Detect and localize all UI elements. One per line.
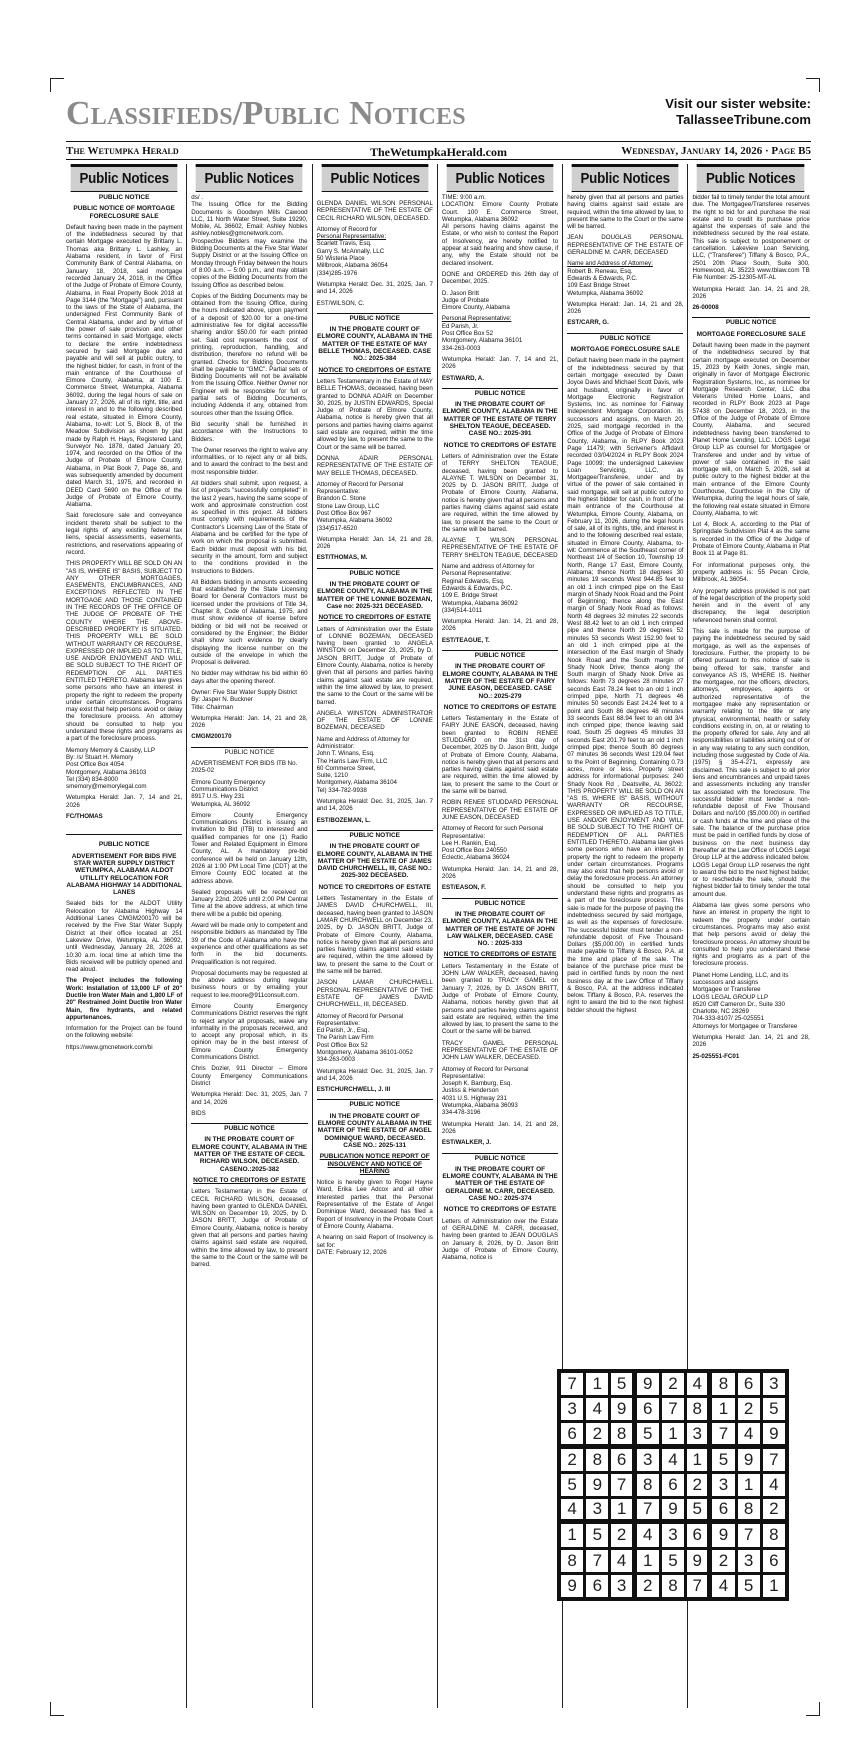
column-header: Public Notices: [71, 164, 178, 192]
sudoku-cell: 6: [610, 1448, 634, 1472]
sudoku-cell: 1: [661, 1422, 685, 1446]
column-header: Public Notices: [572, 164, 679, 192]
sudoku-cell: 5: [661, 1549, 685, 1573]
sudoku-cell: 1: [560, 1523, 584, 1547]
sudoku-cell: 5: [737, 1574, 761, 1598]
sudoku-cell: 4: [661, 1448, 685, 1472]
sudoku-cell: 3: [585, 1498, 609, 1522]
sudoku-cell: 1: [711, 1397, 735, 1421]
notice-code: CMGM200170: [191, 733, 232, 741]
notice-body: THIS PROPERTY WILL BE SOLD ON AN "AS IS, WHERE IS" BASIS, SUBJECT TO ANY OTHER MORTGAGES, EASEMENTS, ENCUMBRANCES, AND EXCEPTIONS REFLECTED IN THE MORTGAGE AND THOSE CONTAINED IN THE RECORDS OF THE OFFICE OF THE JUDGE OF PROBATE OF THE COUNTY WHERE THE ABOVE-DESCRIBED PROPERTY IS SITUATED. THIS PROPERTY WILL BE SOLD WITHOUT WARRANTY OR RECOURSE, EXPRESSED OR IMPLIED AS TO TITLE, USE AND/OR ENJOYMENT AND WILL BE SOLD SUBJECT TO THE RIGHT OF REDEMPTION OF ALL PARTIES ENTITLED THERETO. Alabama law gives some persons who have an interest in property the right to redeem the property under certain circumstances. Programs may exist that help persons avoid or delay the foreclosure process. An attorney should be consulted to help you understand these rights and programs as a part of the foreclosure process.: [66, 560, 183, 743]
sudoku-cell: 6: [737, 1372, 761, 1396]
sudoku-cell: 2: [686, 1473, 710, 1497]
sudoku-cell: 1: [737, 1473, 761, 1497]
sudoku-cell: 5: [711, 1448, 735, 1472]
owner-block: Owner: Five Star Water Supply District By: Jasper N. Buckner Title: Chairman: [191, 689, 297, 711]
notice-mortgage-foreclosure-thomas: [66, 194, 182, 820]
sudoku-cell: 7: [585, 1549, 609, 1573]
sudoku-cell: 5: [686, 1498, 710, 1522]
notice-estate-thomas: PUBLIC NOTICE IN THE PROBATE COURT OF ELMORE COUNTY, ALABAMA IN THE MATTER OF THE ESTATE OF MAY BELLE THOMAS, DECEASED. CASE NO.: 2025-384 NOTICE TO CREDITORS OF ESTATE Letters Testamentary in the Estate of MAY BELLE THOMAS, deceased, having been granted to DONNA ADAIR on December 30, 2025, by JUSTIN EDWARDS, Special Judge of Probate of Elmore County, Alabama, notice is hereby given that all persons and parties having claims against said estate are required, within the time allowed by law, to present the same to the Court or the same will be barred. DONNA ADAIR PERSONAL REPRESENTATIVE OF THE ESTATE OF MAY BELLE THOMAS, DECEASED. Attorney of Record for Personal Representative: Brandon C. Stone Stone Law Group, LLC Post Office Box 967 Wetumpka, Alabama 36092 (334)517-6520 Wetumpka Herald: Jan. 14, 21 and 28, 2026 EST/THOMAS, M.: [316, 314, 433, 562]
sudoku-cell: 7: [560, 1372, 584, 1396]
sudoku-cell: 6: [661, 1473, 685, 1497]
notice-title: ADVERTISEMENT FOR BIDS FIVE STAR WATER SUPPLY DISTRICT WETUMPKA, ALABAMA ALDOT UTILLITY RELOCATION FOR ALABAMA HIGHWAY 14 ADDITIONAL LANES: [66, 852, 182, 897]
column-3: [313, 164, 438, 1708]
sudoku-cell: 9: [560, 1574, 584, 1598]
sudoku-cell: 9: [737, 1448, 761, 1472]
sudoku-cell: 6: [560, 1422, 584, 1446]
section-title: Classifieds/Public Notices: [66, 95, 466, 132]
sister-website-label: Visit our sister website:: [665, 96, 811, 111]
email-link[interactable]: smemory@memorylegal.com: [66, 783, 147, 791]
sudoku-solution-grid: [557, 1369, 789, 1601]
notice-body: Sealed bids for the ALDOT Utility Relocation for Alabama Highway 14 Additional Lanes CMGM200170 will be received by the Five Star Water Supply District at their office located at 251 Lakeview Drive, Wetumpka, AL 36092, until Wednesday, January 28, 2026 at 10:30 a.m. local time at which time the Bids received will be publicly opened and read aloud.: [66, 900, 183, 974]
sudoku-cell: 3: [636, 1448, 660, 1472]
notice-body: The Project includes the following Work: Installation of 13,000 LF of 20" Ductile Iron Water Main and 1,800 LF of 20" Restrained Joint Ductile Iron Water Main, fire hydrants, and related appurtenances.: [66, 977, 183, 1021]
notice-insolvency-ward: PUBLIC NOTICE IN THE PROBATE COURT OF ELMORE COUNTY ALABAMA IN THE MATTER OF THE ESTATE OF ANGEL DOMINIQUE WARD, DECEASED. CASE NO.: 2025-131 PUBLICATION NOTICE REPORT OF INSOLVENCY AND NOTICE OF HEARING Notice is hereby given to Roger Hayne Ward, Erika Lee Adcox and all other interested parties that the Personal Representative of the Estate of Angel Dominique Ward, deceased has filed a Report of Insolvency in the Probate Court of Elmore County, Alabama. A hearing on said Report of Insolvency is set for: DATE: February 12, 2026: [316, 1101, 433, 1256]
column-header: Public Notices: [697, 164, 805, 192]
notice-mortgage-foreclosure-jones: PUBLIC NOTICE MORTGAGE FORECLOSURE SALE Default having been made in the payment of the indebtedness secured by that certain mortgage executed on December 15, 2023 by Keith Jones, single man, originally in favor of Mortgage Electronic Registration Systems, Inc., as nominee for Mortgage Research Center, LLC dba Veterans United Home Loans, and recorded in RLPY Book 2023 at Page 57438 on December 18, 2023, in the Office of the Judge of Probate of Elmore County, Alabama, and secured indebtedness having been transferred to Planet Home Lending, LLC. LOGS Legal Group LLP as counsel for Mortgagee or Transferee and under and by virtue of power of sale contained in the said mortgage will, on March 5, 2026, sell at public outcry to the highest bidder at the main entrance of the Elmore County Courthouse, Courthouse in the City of Wetumpka, during the legal hours of sale, the following real estate situated in Elmore County, Alabama, to wit: Lot 4, Block A, according to the Plat of Springdale Subdivision Plat 4 as the same is recorded in the Office of the Judge of Probate of Elmore County, Alabama in Plat Book 11 at Page 81. For informational purposes only, the property address is: 55 Pecan Circle, Millbrook, AL 36054. Any property address provided is not part of the legal description of the property sold herein and in the event of any discrepancy, the legal description referenced herein shall control. This sale is made for the purpose of paying the indebtedness secured by said mortgage, as well as the expenses of foreclosure. Further, the property to be offered pursuant to this notice of sale is being offered for sale, transfer and conveyance AS IS, WHERE IS. Neither the mortgagee, nor the officers, directors, attorneys, employees, agents or authorized representative of the mortgagee make any representation or warranty relating to the title or any physical, environmental, health or safety conditions existing in, on, at or relating to the property offered for sale. Any and all responsibilities or liabilities arising out of or in any way relating to any such condition, including those suggested by Code of Ala. (1975) § 35-4-271, expressly are disclaimed. This sale is subject to all prior liens and encumbrances and unpaid taxes and assessments including any transfer tax associated with the foreclosure. The successful bidder must tender a non-refundable deposit of Five Thousand Dollars and no/100 ($5,000.00) in certified or cash funds at the time and place of the sale. The balance of the purchase price must be paid in certified funds by close of business on the next business day thereafter at the Law Office of LOGS Legal Group LLP at the address indicated below. LOGS Legal Group LLP reserves the right to award the bid to the next highest bidder, or to reschedule the sale, should the highest bidder fail to timely tender the total amount due. Alabama law gives some persons who have an interest in property the right to redeem the property under certain circumstances. Programs may also exist that help persons avoid or delay the foreclosure process. An attorney should be consulted to help you understand these rights and programs as a part of the foreclosure process. Planet Home Lending, LLC, and its successors and assigns Mortgagee or Transferee LOGS LEGAL GROUP LLP 8520 Cliff Cameron Dr., Suite 330 Charlotte, NC 28269 704-333-8107/ 25-025551 Attorneys for Mortgagee or Transferee Wetumpka Herald: Jan. 14, 21 and 28, 2026 25-025551-FC01: [692, 319, 810, 1060]
notice-subtitle: NOTICE TO CREDITORS OF ESTATE: [193, 1176, 306, 1184]
sudoku-cell: 2: [636, 1574, 660, 1598]
sudoku-cell: 7: [636, 1498, 660, 1522]
sudoku-cell: 1: [762, 1574, 786, 1598]
notice-estate-wilson: PUBLIC NOTICE IN THE PROBATE COURT OF ELMORE COUNTY, ALABAMA IN THE MATTER OF THE ESTATE OF CECIL RICHARD WILSON, DECEASED. CASENO.:2025-382 NOTICE TO CREDITORS OF ESTATE Letters Testamentary in the Estate of CECIL RICHARD WILSON, deceased, having been granted to GLENDA DANIEL WILSON on December 19, 2025, by D. JASON BRITT, Judge of Probate of Elmore County, Alabama, notice is hereby given that all persons and parties having claims against said estate are required, within the time allowed by law, to present the same to the Court or the same will be barred.: [191, 1125, 308, 1269]
sudoku-cell: 8: [585, 1448, 609, 1472]
sudoku-cell: 4: [686, 1372, 710, 1396]
sudoku-cell: 9: [711, 1523, 735, 1547]
sudoku-cell: 3: [610, 1574, 634, 1598]
notice-davis-continued: bidder fail to timely tender the total amount due. The Mortgagee/Transferee reserves the right to bid for and purchase the real estate and to credit its purchase price against the expenses of sale and the indebtedness secured by the real estate. This sale is subject to postponement or cancellation. Lakeview Loan Servicing, LLC, ("Transferee") Tiffany & Bosco, P.A., 2501 20th Place South, Suite 300, Homewood, AL 35223 www.tblaw.com TB File Number: 25-12305-MT-AL Wetumpka Herald: Jan. 14, 21 and 28, 2026 26-00008: [692, 194, 810, 312]
notice-mortgage-foreclosure-davis: PUBLIC NOTICE MORTGAGE FORECLOSURE SALE Default having been made in the payment of the indebtedness secured by that certain mortgage executed by Dawn Joyce Davis and Michael Scott Davis, wife and husband, originally in favor of Mortgage Electronic Registration Systems, Inc. as nominee for Fairway Independent Mortgage Corporation. its successors and assigns, on March 20, 2025, said mortgage recorded in the Office of the Judge of Probate of Elmore County, Alabama, in RLPY Book 2023 Page 11479; with Scrivener's Affidavit recorded 03/04/2024 in RLPY Book 2024 Page 10099; the undersigned Lakeview Loan Servicing, LLC, as Mortgagee/Transferee, under and by virtue of the power of sale contained in said mortgage, will sell at public outcry to the highest bidder for cash, in front of the main entrance of the Courthouse at Wetumpka, Elmore County, Alabama, on February 11, 2026, during the legal hours of sale, all of its rights, title, and interest in and to the following described real estate, situated in Elmore County, Alabama, to-wit: Commence at the Southeast corner of Northeast 1/4 of Section 10, Township 19 North, Range 17 East, Elmore County, Alabama; thence North 18 degrees 30 minutes 19 seconds West 944.85 feet to an old 1 inch crimped pipe on the East margin of Shady Nook Road and the Point of Beginning; thence along the East margin of Shady Nook Road as follows: North 48 degrees 32 minutes 22 seconds West 88.42 feet to an old 1 inch crimped pipe and thence North 29 degrees 52 minutes 53 seconds West 152.90 feet to an old 1 inch crimped pipe at the intersection of the East margin of Shady Nook Road and the South margin of Shady Nook Drive; thence along the South margin of Shady Nook Drive as follows: North 73 degrees 28 minutes 27 seconds East 78.24 feet to an old 1 inch crimped pipe, North 71 degrees 46 minutes 50 seconds East 24.24 feet to a point and South 86 degrees 48 minutes 33 seconds East 68.94 feet to an old 3/4 inch crimped pipe; thence leaving said road, South 25 degrees 45 minutes 33 seconds East 201.79 feet to an old 1 inch crimped pipe; thence South 80 degrees 07 minutes 36 seconds West 129.04 feet to the Point of Beginning. Containing 0.73 acres, more or less. Property street address for informational purposes: 240 Shady Nook Rd , Deatsville, AL 36022. THIS PROPERTY WILL BE SOLD ON AN "AS IS, WHERE IS" BASIS, WITHOUT WARRANTY OR RECOURSE, EXPRESSED OR IMPLIED AS TO TITLE, USE AND/OR ENJOYMENT AND WILL BE SOLD SUBJECT TO THE RIGHT OF REDEMPTION OF ALL PARTIES ENTITLED THERETO. Alabama law gives some persons who have an interest in property the right to redeem the property under certain circumstances. Programs may also exist that help persons avoid or delay the foreclosure process. An attorney should be consulted to help you understand these rights and programs as a part of the foreclosure process. This sale is made for the purpose of paying the indebtedness secured by said mortgage, as well as the expenses of foreclosure. The successful bidder must tender a non-refundable deposit of Five Thousand Dollars ($5,000.00) in certified funds made payable to Tiffany & Bosco, P.A. at the time and place of the sale. The balance of the purchase price must be paid in certified funds by noon the next business day at the Law Office of Tiffany & Bosco, P.A. at the address indicated below. Tiffany & Bosco, P.A. reserves the right to award the bid to the next highest bidder should the highest: [567, 334, 684, 1014]
column-4: [438, 164, 563, 1708]
sudoku-cell: 3: [711, 1473, 735, 1497]
notice-body: Information for the Project can be found on the following website:: [66, 1025, 183, 1040]
sudoku-cell: 1: [686, 1448, 710, 1472]
sudoku-cell: 2: [610, 1523, 634, 1547]
run-dates: Wetumpka Herald: Jan. 7, 14 and 21, 2026: [66, 794, 183, 809]
sudoku-cell: 9: [686, 1549, 710, 1573]
notice-advertisement-bids-aldot: [66, 841, 182, 1051]
sudoku-cell: 2: [661, 1372, 685, 1396]
sudoku-cell: 1: [610, 1498, 634, 1522]
notice-estate-eason: PUBLIC NOTICE IN THE PROBATE COURT OF ELMORE COUNTY, ALABAMA IN THE MATTER OF THE ESTATE OF FAIRY JUNE EASON, DECEASED. CASE NO.: 2025-279 NOTICE TO CREDITORS OF ESTATE Letters Testamentary in the Estate of FAIRY JUNE EASON, deceased, having been granted to ROBIN RENEE STUDDARD on the 31st day of December, 2025 by D. Jason Britt, Judge of Probate of Elmore County, Alabama, notice is hereby given that all persons and parties having claims against said estate are required, within the time allowed by law, to present the same to the Court or the same will be barred. ROBIN RENEE STUDDARD PERSONAL REPRESENTATIVE OF THE ESTATE OF JUNE EASON, DECEASED Attorney of Record for such Personal Representative: Lee H. Rankin, Esq. Post Office Box 240550 Eclectic, Alabama 36024 Wetumpka Herald: Jan. 14, 21 and 28, 2026 EST/EASON, F.: [441, 652, 559, 892]
notice-carr-continued: hereby given that all persons and parties having claims against said estate are required, within the time allowed by law, to present the same to the Court or the same will be barred. JEAN DOUGLAS PERSONAL REPRESENTATIVE OF THE ESTATE OF GERALDINE M. CARR, DECEASED Name and Address of Attorney: Robert B. Reneau, Esq. Edwards & Edwards, P.C. 109 East Bridge Street Wetumpka, Alabama 36092 Wetumpka Herald: Jan. 14, 21 and 28, 2026 EST/CARR, G.: [567, 194, 684, 327]
sudoku-cell: 4: [610, 1549, 634, 1573]
notice-estate-carr: PUBLIC NOTICE IN THE PROBATE COURT OF ELMORE COUNTY, ALABAMA IN THE MATTER OF THE ESTATE OF GERALDINE M. CARR, DECEASED. CASE NO.: 2025-374 NOTICE TO CREDITORS OF ESTATE Letters of Administration over the Estate of GERALDINE M. CARR, deceased, having been granted to JEAN DOUGLAS on January 8, 2026, by D. Jason Britt Judge of Probate of Elmore County, Alabama, notice is: [441, 1154, 559, 1262]
sudoku-cell: 2: [762, 1498, 786, 1522]
sudoku-cell: 7: [610, 1473, 634, 1497]
sudoku-cell: 2: [560, 1448, 584, 1472]
notice-body: Said foreclosure sale and conveyance incident thereto shall be subject to the legal rights of any existing federal tax liens, special assessments, easements, restrictions, and reservations appearing of record.: [66, 512, 183, 556]
run-dates: Wetumpka Herald: Dec. 31, 2025, Jan. 7 and 14, 2026: [191, 1091, 308, 1106]
column-1: [62, 164, 187, 1708]
notice-label: PUBLIC NOTICE: [98, 194, 150, 201]
sudoku-cell: 2: [585, 1422, 609, 1446]
sudoku-cell: 8: [686, 1397, 710, 1421]
sudoku-cell: 4: [636, 1523, 660, 1547]
notice-title: IN THE PROBATE COURT OF ELMORE COUNTY, ALABAMA IN THE MATTER OF THE ESTATE OF CECIL RICHARD WILSON, DECEASED. CASENO.:2025-382: [191, 1136, 308, 1173]
sudoku-cell: 6: [711, 1498, 735, 1522]
sudoku-cell: 8: [762, 1523, 786, 1547]
sudoku-cell: 7: [762, 1448, 786, 1472]
sudoku-cell: 4: [585, 1397, 609, 1421]
sudoku-cell: 6: [686, 1523, 710, 1547]
sudoku-cell: 6: [762, 1549, 786, 1573]
sudoku-cell: 3: [560, 1397, 584, 1421]
sudoku-cell: 9: [610, 1397, 634, 1421]
sudoku-cell: 6: [585, 1574, 609, 1598]
notice-estate-bozeman: PUBLIC NOTICE IN THE PROBATE COURT OF ELMORE COUNTY, ALABAMA IN THE MATTER OF THE LONNIE BOZEMAN, Case no: 2025-321 DECEASED. NOTICE TO CREDITORS OF ESTATE Letters of Administration over the Estate of LONNIE BOZEMAN, DECEASED having been granted to ANGELA WINSTON on December 23, 2025, by D. JASON BRITT, Judge of Probate of Elmore County, Alabama, notice is hereby given that all persons and parties having claims against said estate are required, within the time allowed by law, to present the same to the Court or the same will be barred. ANGELA WINSTON ADMINISTRATOR OF THE ESTATE OF LONNIE BOZEMAN, DECEASED Name and Address of Attorney for Administrator: John T. Winans, Esq. The Harris Law Firm, LLC 60 Commerce Street, Suite, 1210 Montgomery, Alabama 36104 Tel) 334-782-9938 Wetumpka Herald: Dec. 31, 2025, Jan. 7 and 14, 2026 EST/BOZEMAN, L.: [316, 569, 433, 824]
notice-estate-teague: PUBLIC NOTICE IN THE PROBATE COURT OF ELMORE COUNTY, ALABAMA IN THE MATTER OF THE ESTATE OF TERRY SHELTON TEAGUE, DECEASED. CASE NO.: 2025-391 NOTICE TO CREDITORS OF ESTATE Letters of Administration over the Estate of TERRY SHELTON TEAGUE, deceased, having been granted to ALAYNE T. WILSON on December 31, 2025 by D. JASON BRITT, Judge of Probate of Elmore County, Alabama, notice is hereby given that all persons and parties having claims against said estate are required, within the time allowed by law, to present the same to the Court or the same will be barred. ALAYNE T. WILSON PERSONAL REPRESENTATIVE OF THE ESTATE OF TERRY SHELTON TEAGUE, DECEASED Name and address of Attorney for Personal Representative: Reginal Edwards, Esq. Edwards & Edwards, P.C. 109 E. Bridge Street Wetumpka, Alabama 36092 (334)514-1011 Wetumpka Herald: Jan. 14, 21 and 28, 2026 EST/TEAGUE, T.: [441, 389, 559, 644]
masthead-rule: [66, 141, 811, 142]
sudoku-cell: 2: [737, 1397, 761, 1421]
sudoku-cell: 8: [737, 1498, 761, 1522]
sudoku-cell: 5: [636, 1422, 660, 1446]
sudoku-cell: 5: [762, 1397, 786, 1421]
folio-line: [66, 145, 811, 159]
sudoku-cell: 4: [762, 1473, 786, 1497]
sudoku-cell: 4: [711, 1574, 735, 1598]
notice-code: BIDS: [191, 1109, 206, 1117]
sudoku-cell: 8: [560, 1549, 584, 1573]
sudoku-cell: 5: [610, 1372, 634, 1396]
sudoku-cell: 8: [661, 1574, 685, 1598]
crop-mark-top-right: [806, 78, 820, 92]
notice-itb-2025-02: PUBLIC NOTICE ADVERTISEMENT FOR BIDS ITB No. 2025-02 Elmore County Emergency Communications District 8917 U.S. Hwy 231 Wetumpka, AL 36092 Elmore County Emergency Communications District is issuing an Invitation to Bid (ITB) to interested and qualified companies for one (1) Radio Tower and Related Equipment in Elmore County, AL. A mandatory pre-bid conference will be held on January 12th, 2026 at 1:00 PM Local Time (CDT) at the Elmore County EOC located at the address above. Sealed proposals will be received on January 22nd, 2026 until 2:00 PM Central Time at the above address, at which time there will be a public bid opening. Award will be made only to competent and responsible bidders as mandated by Title 39 of the Code of Alabama who have the experience and other qualifications as set forth in the bid documents. Prequalification is not required. Proposal documents may be requested at the above address during regular business hours or by emailing your request to lee.moore@911consult.com. Elmore County Emergency Communications District reserves the right to reject any/or all proposals, waive any informality in the proposals received, and to accept any proposal which, in its opinion may be in the best interest of Elmore County Emergency Communications District. Chris Dozier, 911 Director – Elmore County Emergency Communications District Wetumpka Herald: Dec. 31, 2025, Jan. 7 and 14, 2026 BIDS: [191, 748, 308, 1117]
column-header: Public Notices: [321, 164, 428, 192]
notice-body: Default having been made in the payment of the indebtedness secured by that certain Mortgage executed by Brittany L. Thomas aka Brittany L. Lashley, an Alabama resident, in favor of First Community Bank of Central Alabama, on January 18, 2018, said mortgage recorded January 24, 2018, in the Office of the Judge of Probate of Elmore County, Alabama, in Real Property Book 2018 at Page 3144 (the "Mortgage") and, pursuant to the laws of the State of Alabama, the undersigned First Community Bank of Central Alabama, under and by virtue of the power of sale provision and other terms contained in said Mortgage, elects to declare the entire indebtedness secured by said Mortgage due and payable and will sell at public outcry, to the highest bidder, for cash, in front of the main entrance of the Courthouse of Elmore County, Alabama, at 100 E. Commerce Street, Wetumpka, Alabama 36092, during the legal hours of sale on January 27, 2026, all of its right, title, and interest in and to the following described real estate, situated in Elmore County, Alabama, to-wit: Lot 5, Block B, of the Meadow Subdivision as shown by plat made by Ralph H. Hays, Registered Land Surveyor No. 1878, dated January 20, 1974, and recorded on the Office of the Judge of Probate of Elmore County, Alabama, in Plat Book 7, Page 86, and was subsequently amended by document dated March 31, 1975, and recorded in DEED Card 5690 on the Office of the Judge of Probate of Elmore County, Alabama.: [66, 223, 183, 509]
sudoku-cell: 3: [686, 1422, 710, 1446]
date-page: Wednesday, January 14, 2026 · Page B5: [621, 145, 811, 157]
notice-wilson-continued: GLENDA DANIEL WILSON PERSONAL REPRESENTATIVE OF THE ESTATE OF CECIL RICHARD WILSON, DECEASED. Attorney of Record for Personal Representative: Scarlett Travis, Esq. Garry S. McAnnally, LLC 50 Wisteria Place Millbrook, Alabama 36054 (334)285-1976 Wetumpka Herald: Dec. 31, 2025, Jan. 7 and 14, 2026 EST/WILSON, C.: [316, 200, 433, 307]
sudoku-cell: 3: [737, 1549, 761, 1573]
sudoku-cell: 5: [585, 1523, 609, 1547]
notice-label: PUBLIC NOTICE: [191, 747, 307, 756]
notice-estate-churchwell: PUBLIC NOTICE IN THE PROBATE COURT OF ELMORE COUNTY, ALABAMA IN THE MATTER OF THE ESTATE OF JAMES DAVID CHURCHWELL, III, CASE NO.: 2025-302 DECEASED. NOTICE TO CREDITORS OF ESTATE Letters Testamentary in the Estate of JAMES DAVID CHURCHWELL, III, deceased, having been granted to JASON LAMAR CHURCHWELL on December 23, 2025, by D. JASON BRITT, Judge of Probate of Elmore County, Alabama, notice is hereby given that all persons and parties having claims against said estate are required, within the time allowed by law, to present the same to the Court or the same will be barred. JASON LAMAR CHURCHWELL PERSONAL REPRESENTATIVE OF THE ESTATE OF JAMES DAVID CHURCHWELL, III, DECEASED. Attorney of Record for Personal Representative: Ed Parish, Jr., Esq. The Parish Law Firm Post Office Box 52 Montgomery, Alabama 36101-0052 334-263-0003 Wetumpka Herald: Dec. 31, 2025, Jan. 7 and 14, 2026 EST/CHURCHWELL, J. III: [316, 831, 433, 1094]
notice-code: FC/THOMAS: [66, 813, 103, 821]
column-header: Public Notices: [196, 164, 303, 192]
sudoku-cell: 4: [737, 1422, 761, 1446]
address-block: Elmore County Emergency Communications District 8917 U.S. Hwy 231 Wetumpka, AL 36092: [191, 778, 266, 808]
sudoku-cell: 8: [711, 1372, 735, 1396]
sudoku-cell: 9: [762, 1422, 786, 1446]
notice-divider: [66, 834, 182, 835]
sudoku-cell: 4: [560, 1498, 584, 1522]
sudoku-cell: 1: [636, 1549, 660, 1573]
paper-website[interactable]: TheWetumpkaHerald.com: [370, 145, 507, 159]
notice-label: PUBLIC NOTICE: [98, 841, 150, 849]
notice-bids-continued: ds/ . The Issuing Office for the Bidding Documents is Goodwyn Mills Cawood LLC, 11 North Water Street, Suite 19290, Mobile, AL 36602, Email: Ashley Nobles ashley.nobles@gmcnetwork.com. Prospective Bidders may examine the Bidding Documents at the Five Star Water Supply District or at the Issuing Office on Monday through Friday between the hours of 8:00 a.m. – 5:00 p.m., and may obtain copies of the Bidding Documents from the Issuing Office as described below. Copies of the Bidding Documents may be obtained from the Issuing Office, during the hours indicated above, upon payment of a deposit of $20.00 for a one-time administrative fee for digital access/file sharing and/or $50.00 for each printed set. Said cost represents the cost of printing, reproduction, handling, and distribution, therefore no refund will be granted. Checks for Bidding Documents shall be payable to "GMC". Partial sets of Bidding Documents will not be available from the Issuing Office. Neither Owner nor Engineer will be responsible for full or partial sets of Bidding Documents, including Addenda if any, obtained from sources other than the Issuing Office. Bid security shall be furnished in accordance with the Instructions to Bidders. The Owner reserves the right to waive any informalities, or to reject any or all bids, and to award the contract to the best and most responsible bidder. All bidders shall submit, upon request, a list of projects "successfully completed" in the last 2 years, having the same scope of work and approximate construction cost as specified in this project. All bidders must comply with requirements of the Contractor's Licensing Law of the State of Alabama and be certified for the type of work on which the proposal is submitted. Each bidder must deposit with his bid, security in the amount, form and subject to the conditions provided in the Instructions to Bidders. All Bidders bidding in amounts exceeding that established by the State Licensing Board for General Contractors must be licensed under the provisions of Title 34, Chapter 8, Code of Alabama, 1975, and must show evidence of license before bidding or bid will not be received or considered by the Engineer; the Bidder shall show such evidence by clearly displaying the license number on the outside of the envelope in which the Proposal is delivered. No bidder may withdraw his bid within 60 days after the opening thereof. Owner: Five Star Water Supply District By: Jasper N. Buckner Title: Chairman Wetumpka Herald: Jan. 14, 21 and 28, 2026 CMGM200170: [191, 194, 308, 741]
notice-estate-walker: PUBLIC NOTICE IN THE PROBATE COURT OF ELMORE COUNTY, ALABAMA IN THE MATTER OF THE ESTATE OF JOHN LAW WALKER, DECEASED. CASE NO. : 2025-333 NOTICE TO CREDITORS OF ESTATE Letters Testamentary in the Estate of JOHN LAW WALKER, deceased, having been granted to TRACY GAMEL on January 7, 2026, by D. JASON BRITT, Judge of Probate of Elmore County, Alabama, notices hereby given that all persons and parties having claims against said estate are required, within the time allowed by law, to present the same to the Court or the same will be barred. TRACY GAMEL PERSONAL REPRESENTATIVE OF THE ESTATE OF JOHN LAW WALKER, DECEASED. Attorney of Record for Personal Representative: Joseph K. Bamburg, Esq. Justiss & Henderson 4031 U.S. Highway 231 Wetumpka, Alabama 36093 334-478-3196 Wetumpka Herald: Jan. 14, 21 and 28, 2026 EST/WALKER, J.: [441, 899, 559, 1147]
sudoku-cell: 8: [636, 1473, 660, 1497]
sister-website-link[interactable]: TallasseeTribune.com: [676, 112, 811, 127]
sudoku-cell: 7: [737, 1523, 761, 1547]
signature-block: Memory Memory & Causby, LLP By: /s/ Stuart H. Memory Post Office Box 4054 Montgomery, Alabama 36103 Tel (334) 834-8000 smemory@memorylegal.com: [66, 747, 182, 791]
sudoku-cell: 3: [661, 1523, 685, 1547]
sudoku-cell: 6: [636, 1397, 660, 1421]
sudoku-cell: 7: [661, 1397, 685, 1421]
sister-website-promo: [665, 96, 811, 128]
sudoku-cell: 9: [636, 1372, 660, 1396]
notice-title: PUBLIC NOTICE OF MORTGAGE FORECLOSURE SALE: [73, 205, 175, 220]
paper-name: The Wetumpka Herald: [66, 145, 179, 157]
crop-mark-top-left: [50, 78, 64, 92]
sudoku-cell: 5: [560, 1473, 584, 1497]
sudoku-cell: 3: [762, 1372, 786, 1396]
folio-rule: [66, 159, 811, 160]
sudoku-cell: 2: [711, 1549, 735, 1573]
notice-label: PUBLIC NOTICE: [191, 1123, 307, 1132]
sudoku-cell: 9: [585, 1473, 609, 1497]
sudoku-cell: 9: [661, 1498, 685, 1522]
column-2: [187, 164, 312, 1708]
sudoku-cell: 7: [711, 1422, 735, 1446]
run-dates: Wetumpka Herald: Jan. 14, 21 and 28, 2026: [191, 714, 308, 730]
project-url-link[interactable]: https://www.gmcnetwork.com/bi: [66, 1043, 153, 1051]
masthead: [66, 92, 811, 140]
notice-ward-continued: TIME: 9:00 a.m. LOCATION: Elmore County Probate Court. 100 E. Commerce Street, Wetumpka, Alabama 36092 All persons having claims against the Estate, or who wish to contest the Report of Insolvency, are hereby notified to appear at said hearing and show cause, if any, why the Estate should not be declared insolvent. DONE and ORDERED this 26th day of December, 2025. D. Jason Britt Judge of Probate Elmore County, Alabama Personal Representative: Ed Parish, Jr. Post Office Box 52 Montgomery, Alabama 36101 334-263-0003 Wetumpka Herald: Jan. 7, 14 and 21, 2026 EST/WARD, A.: [441, 194, 559, 382]
sudoku-cell: 8: [610, 1422, 634, 1446]
column-header: Public Notices: [447, 164, 554, 192]
sudoku-cell: 7: [686, 1574, 710, 1598]
sudoku-cell: 1: [585, 1372, 609, 1396]
